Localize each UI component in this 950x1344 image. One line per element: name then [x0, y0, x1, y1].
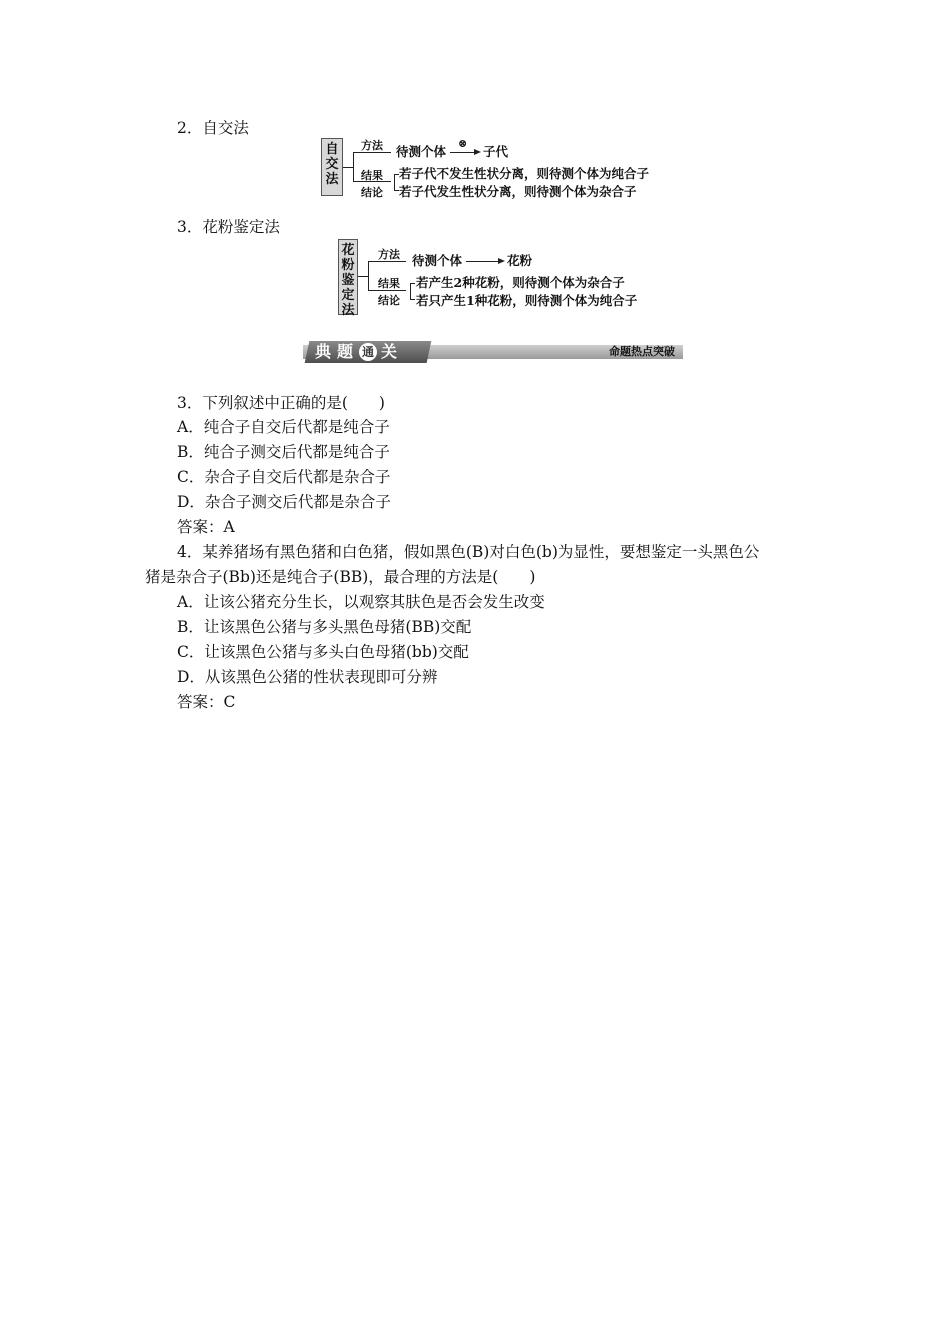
section-2-heading: 2．自交法	[177, 119, 249, 137]
method-from-text: 待测个体	[412, 253, 463, 268]
question-4-answer: 答案：C	[177, 693, 236, 711]
result-2-text: 若子代发生性状分离，则待测个体为杂合子	[399, 184, 637, 199]
result-label: 结果	[361, 169, 383, 182]
connector-line	[358, 276, 368, 277]
selfing-symbol: ⊗	[458, 137, 468, 150]
banner-subtitle: 命题热点突破	[609, 345, 675, 358]
banner-title: 典题 通 关	[315, 342, 404, 361]
question-3-answer: 答案：A	[177, 518, 235, 536]
conclusion-label: 结论	[361, 186, 383, 199]
result-1-text: 若产生2种花粉，则待测个体为杂合子	[416, 275, 625, 290]
method-from-text: 待测个体	[396, 144, 447, 159]
result-bracket-top	[410, 283, 415, 284]
result-2-text: 若只产生1种花粉，则待测个体为纯合子	[416, 293, 638, 308]
bracket-line	[353, 152, 354, 182]
bracket-line	[368, 261, 369, 291]
question-3-option-a: A．纯合子自交后代都是纯合子	[177, 418, 390, 436]
arrow-line	[466, 261, 498, 262]
result-label: 结果	[378, 277, 400, 290]
arrow-line	[450, 152, 474, 153]
section-3-heading: 3．花粉鉴定法	[177, 218, 280, 236]
arrow-head-icon	[498, 258, 505, 264]
question-4-option-c: C．让该黑色公猪与多头白色母猪(bb)交配	[177, 643, 469, 661]
connector-line	[343, 167, 353, 168]
pollen-box: 花 粉 鉴 定 法	[338, 239, 358, 315]
self-cross-box: 自 交 法	[321, 138, 343, 196]
method-label: 方法	[361, 139, 383, 152]
banner-circle: 通	[359, 343, 377, 361]
question-3-option-c: C．杂合子自交后代都是杂合子	[177, 468, 391, 486]
question-4-option-d: D．从该黑色公猪的性状表现即可分辨	[177, 668, 438, 686]
result-1-text: 若子代不发生性状分离，则待测个体为纯合子	[399, 166, 650, 181]
method-to-text: 花粉	[507, 253, 533, 268]
question-3-stem: 3．下列叙述中正确的是( )	[177, 394, 385, 412]
question-3-option-b: B．纯合子测交后代都是纯合子	[177, 443, 390, 461]
method-label: 方法	[378, 248, 400, 261]
section-banner	[303, 341, 683, 363]
arrow-head-icon	[474, 149, 481, 155]
method-to-text: 子代	[483, 144, 509, 159]
result-bracket	[394, 174, 395, 190]
result-bracket	[410, 283, 411, 299]
question-4-option-a: A．让该公猪充分生长，以观察其肤色是否会发生改变	[177, 593, 545, 611]
question-4-stem-line-1: 4．某养猪场有黑色猪和白色猪，假如黑色(B)对白色(b)为显性，要想鉴定一头黑色公	[177, 543, 760, 561]
question-4-option-b: B．让该黑色公猪与多头黑色母猪(BB)交配	[177, 618, 472, 636]
question-3-option-d: D．杂合子测交后代都是杂合子	[177, 493, 391, 511]
result-bracket-bottom	[410, 299, 415, 300]
question-4-stem-line-2: 猪是杂合子(Bb)还是纯合子(BB)，最合理的方法是( )	[145, 568, 536, 586]
conclusion-label: 结论	[378, 294, 400, 307]
